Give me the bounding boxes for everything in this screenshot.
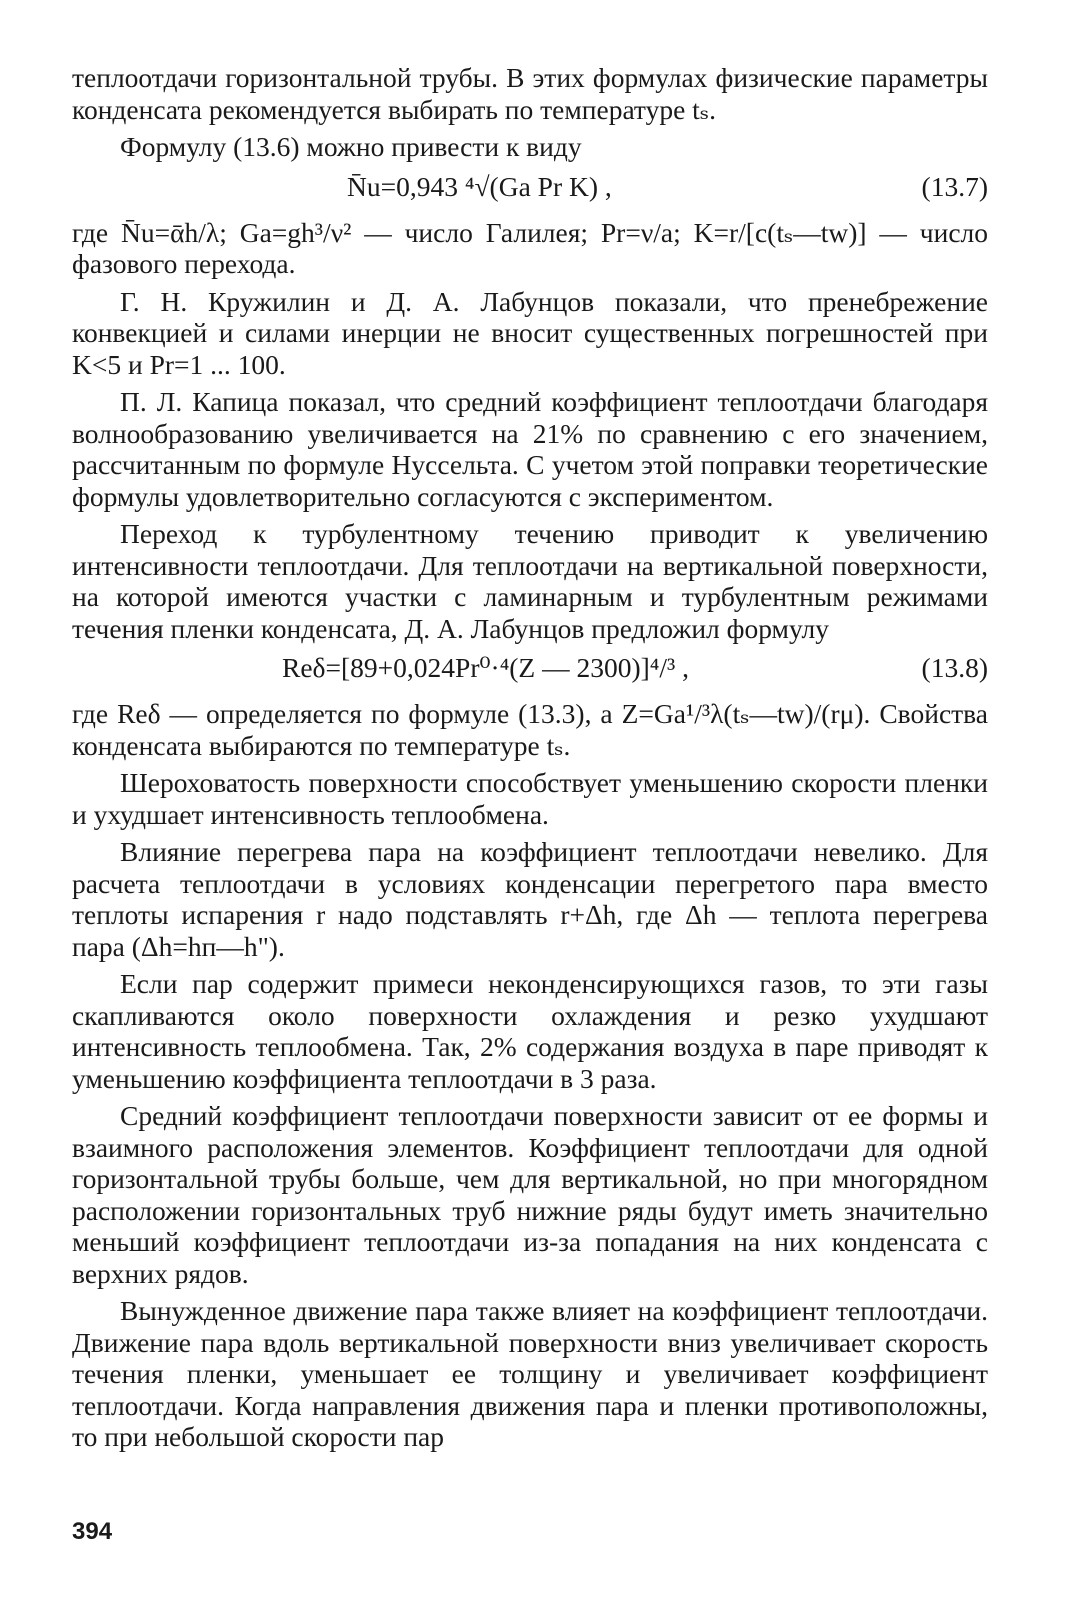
formula-13-8-number: (13.8) bbox=[921, 652, 988, 683]
paragraph-5: П. Л. Капица показал, что средний коэффициент теплоотдачи благодаря волнообразованию увеличивается на 21% по сравнению с его значением, рассчитанным по формуле Нуссельта. С учетом этой поправки теоретические формулы удовлетворительно согласуются с экспериментом. bbox=[72, 386, 988, 512]
paragraph-8: Шероховатость поверхности способствует уменьшению скорости пленки и ухудшает интенсивность теплообмена. bbox=[72, 767, 988, 830]
formula-13-7 bbox=[72, 171, 988, 203]
paragraph-9: Влияние перегрева пара на коэффициент теплоотдачи невелико. Для расчета теплоотдачи в условиях конденсации перегретого пара вместо теплоты испарения r надо подставлять r+Δh, где Δh — теплота перегрева пара (Δh=hп—h"). bbox=[72, 836, 988, 962]
formula-13-7-expression: N̄u=0,943 ⁴√(Ga Pr K) , bbox=[347, 170, 612, 202]
paragraph-3: где N̄u=ᾱh/λ; Ga=gh³/ν² — число Галилея; Pr=ν/a; K=r/[c(tₛ—tw)] — число фазового перехода. bbox=[72, 216, 988, 279]
paragraph-2: Формулу (13.6) можно привести к виду bbox=[120, 131, 582, 162]
paragraph-4: Г. Н. Кружилин и Д. А. Лабунцов показали, что пренебрежение конвекцией и силами инерции не вносит существенных погрешностей при K<5 и Pr=1 ... 100. bbox=[72, 285, 988, 380]
paragraph-11: Средний коэффициент теплоотдачи поверхности зависит от ее формы и взаимного расположения элементов. Коэффициент теплоотдачи для одной горизонтальной трубы больше, чем для вертикальной, но при многорядном расположении горизонтальных труб нижние ряды будут иметь значительно меньший коэффициент теплоотдачи из-за попадания на них конденсата с верхних рядов. bbox=[72, 1100, 988, 1289]
formula-13-8 bbox=[72, 652, 988, 684]
formula-13-8-expression: Reδ=[89+0,024Pr⁰·⁴(Z — 2300)]⁴/³ , bbox=[282, 652, 690, 683]
paragraph-12: Вынужденное движение пара также влияет на коэффициент теплоотдачи. Движение пара вдоль вертикальной поверхности вниз увеличивает скорость течения пленки, уменьшает ее толщину и увеличивает коэффициент теплоотдачи. Когда направления движения пара и пленки противоположны, то при небольшой скорости пар bbox=[72, 1295, 988, 1452]
formula-13-7-number: (13.7) bbox=[921, 170, 988, 202]
paragraph-7: где Reδ — определяется по формуле (13.3), а Z=Ga¹/³λ(tₛ—tw)/(rμ). Свойства конденсата выбираются по температуре tₛ. bbox=[72, 698, 988, 761]
paragraph-6: Переход к турбулентному течению приводит к увеличению интенсивности теплоотдачи. Для теплоотдачи на вертикальной поверхности, на которой имеются участки с ламинарным и турбулентным режимами течения пленки конденсата, Д. А. Лабунцов предложил формулу bbox=[72, 518, 988, 644]
page-number: 394 bbox=[72, 1518, 113, 1545]
paragraph-1: теплоотдачи горизонтальной трубы. В этих формулах физические параметры конденсата рекомендуется выбирать по температуре tₛ. bbox=[72, 62, 988, 125]
paragraph-10: Если пар содержит примеси неконденсирующихся газов, то эти газы скапливаются около поверхности охлаждения и резко ухудшают интенсивность теплообмена. Так, 2% содержания воздуха в паре приводят к уменьшению коэффициента теплоотдачи в 3 раза. bbox=[72, 968, 988, 1094]
